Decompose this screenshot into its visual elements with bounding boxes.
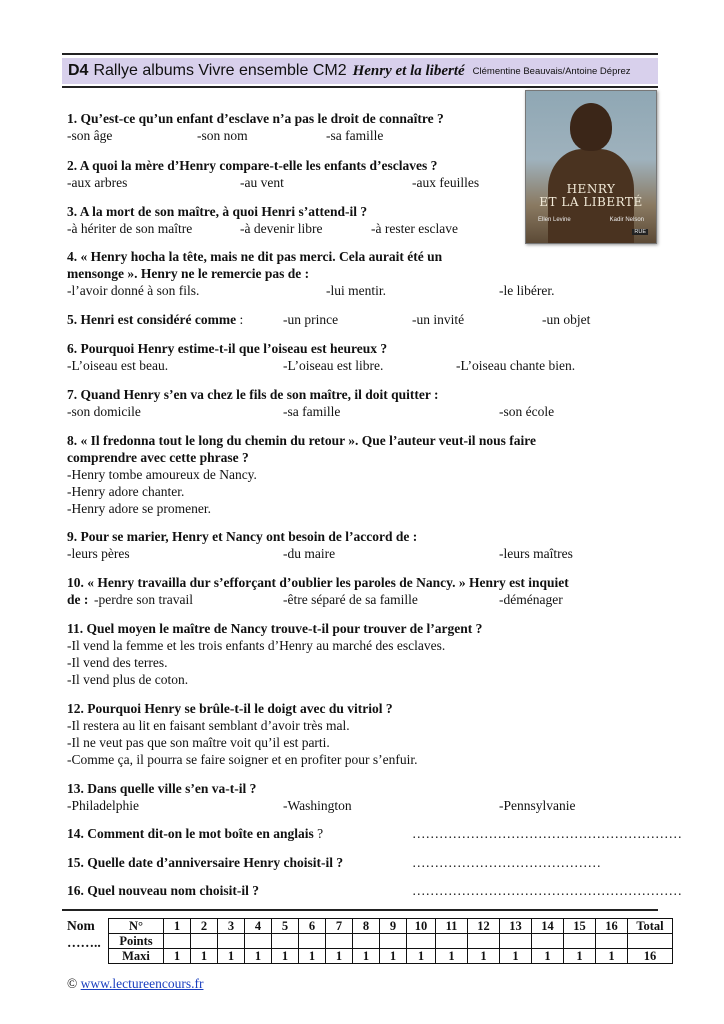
question-13: [67, 780, 657, 814]
question-number: 6.: [67, 341, 78, 356]
option: -à devenir libre: [240, 221, 323, 236]
name-block: [67, 917, 101, 951]
question-number: 8.: [67, 433, 78, 448]
option: -Henry adore chanter.: [67, 484, 185, 499]
cover-publisher: RUE: [634, 229, 646, 235]
option: -Philadelphie: [67, 798, 139, 813]
col-header: 15: [564, 919, 596, 934]
col-header: 10: [407, 919, 436, 934]
question-number: 3.: [67, 204, 78, 219]
question-number: 11.: [67, 621, 84, 636]
option: -Washington: [283, 798, 352, 813]
option: -leurs maîtres: [499, 546, 573, 561]
points-cell[interactable]: [218, 934, 245, 949]
name-label: Nom: [67, 918, 95, 933]
option: -Il vend des terres.: [67, 655, 168, 670]
question-4: [67, 248, 657, 299]
points-cell[interactable]: [436, 934, 468, 949]
question-suffix: :: [236, 312, 244, 327]
col-header: 13: [500, 919, 532, 934]
col-header: 6: [299, 919, 326, 934]
option: -être séparé de sa famille: [283, 592, 418, 607]
question-6: [67, 340, 657, 374]
maxi-cell: 1: [407, 949, 436, 964]
maxi-cell: 1: [218, 949, 245, 964]
cover-illustrator: Kadir Nelson: [609, 217, 644, 223]
option: -à rester esclave: [371, 221, 458, 236]
question-3: [67, 203, 517, 237]
option: -Henry tombe amoureux de Nancy.: [67, 467, 257, 482]
option: -Comme ça, il pourra se faire soigner et en profiter pour s’enfuir.: [67, 752, 418, 767]
total-header: Total: [628, 919, 673, 934]
option: -son école: [499, 404, 555, 419]
question-suffix: ?: [313, 826, 324, 841]
points-cell[interactable]: [326, 934, 353, 949]
question-text: Dans quelle ville s’en va-t-il ?: [87, 781, 257, 796]
question-text: Pour se marier, Henry et Nancy ont besoin de l’accord de :: [80, 529, 418, 544]
maxi-row: [109, 949, 673, 964]
col-header: 8: [353, 919, 380, 934]
question-number: 7.: [67, 387, 78, 402]
question-9: [67, 528, 657, 562]
points-cell[interactable]: [353, 934, 380, 949]
points-cell[interactable]: [468, 934, 500, 949]
score-table: [108, 918, 673, 964]
option: -du maire: [283, 546, 336, 561]
question-text: « Il fredonna tout le long du chemin du retour ». Que l’auteur veut-il nous faire: [80, 433, 537, 448]
header-rule: [62, 86, 658, 88]
points-cell[interactable]: [380, 934, 407, 949]
sheet-code: D4: [68, 62, 89, 79]
maxi-cell: 1: [299, 949, 326, 964]
option: -Pennsylvanie: [499, 798, 576, 813]
maxi-cell: 1: [436, 949, 468, 964]
question-text: « Henry travailla dur s’efforçant d’oublier les paroles de Nancy. » Henry est inquiet: [87, 575, 569, 590]
question-number: 15.: [67, 855, 84, 870]
question-text: Pourquoi Henry estime-t-il que l’oiseau est heureux ?: [77, 341, 388, 356]
question-number: 13.: [67, 781, 84, 796]
question-text: A la mort de son maître, à quoi Henri s’attend-il ?: [79, 204, 368, 219]
option: -au vent: [240, 175, 284, 190]
option: -aux feuilles: [412, 175, 480, 190]
top-rule: [62, 53, 658, 55]
option: -un invité: [412, 312, 465, 327]
series-title: Rallye albums Vivre ensemble CM2: [93, 62, 347, 79]
question-7: [67, 386, 657, 420]
option: -le libérer.: [499, 283, 555, 298]
website-link[interactable]: www.lectureencours.fr: [80, 976, 204, 991]
question-10: [67, 574, 657, 608]
book-title: Henry et la liberté: [352, 62, 465, 79]
maxi-cell: 1: [272, 949, 299, 964]
points-cell[interactable]: [596, 934, 628, 949]
option: -Il vend plus de coton.: [67, 672, 189, 687]
points-cell[interactable]: [299, 934, 326, 949]
question-1: [67, 110, 517, 144]
points-cell[interactable]: [245, 934, 272, 949]
answer-blank[interactable]: ……………………………………………………: [412, 826, 682, 841]
maxi-cell: 1: [596, 949, 628, 964]
answer-blank[interactable]: ……………………………………………………: [412, 883, 682, 898]
points-cell[interactable]: [564, 934, 596, 949]
question-15: [67, 854, 657, 871]
question-number: 9.: [67, 529, 78, 544]
points-cell[interactable]: [164, 934, 191, 949]
option: -leurs pères: [67, 546, 130, 561]
question-5: [67, 311, 657, 328]
question-16: [67, 882, 682, 899]
question-number: 14.: [67, 826, 84, 841]
question-8: [67, 432, 657, 517]
option: -Il vend la femme et les trois enfants d’Henry au marché des esclaves.: [67, 638, 446, 653]
header-label: N°: [109, 919, 164, 934]
option: -son nom: [197, 128, 248, 143]
maxi-cell: 1: [564, 949, 596, 964]
option: -Il restera au lit en faisant semblant d’avoir très mal.: [67, 718, 350, 733]
score-header-row: [109, 919, 673, 934]
points-cell[interactable]: [272, 934, 299, 949]
maxi-cell: 1: [191, 949, 218, 964]
col-header: 16: [596, 919, 628, 934]
points-cell[interactable]: [500, 934, 532, 949]
question-number: 2.: [67, 158, 78, 173]
question-text: A quoi la mère d’Henry compare-t-elle les enfants d’esclaves ?: [79, 158, 438, 173]
option: -à hériter de son maître: [67, 221, 193, 236]
question-text-continued: mensonge ». Henry ne le remercie pas de :: [67, 266, 310, 281]
maxi-cell: 1: [164, 949, 191, 964]
question-text: Qu’est-ce qu’un enfant d’esclave n’a pas le droit de connaître ?: [80, 111, 444, 126]
question-text: Henri est considéré comme: [80, 312, 237, 327]
col-header: 2: [191, 919, 218, 934]
maxi-cell: 1: [500, 949, 532, 964]
points-total-cell[interactable]: [628, 934, 673, 949]
question-number: 4.: [67, 249, 78, 264]
maxi-cell: 1: [326, 949, 353, 964]
question-text: Quel nouveau nom choisit-il ?: [87, 883, 260, 898]
book-authors: Clémentine Beauvais/Antoine Déprez: [472, 65, 631, 77]
cover-title-line2: ET LA LIBERTÉ: [539, 195, 643, 209]
table-rule: [62, 909, 658, 911]
points-cell[interactable]: [191, 934, 218, 949]
option: -son âge: [67, 128, 113, 143]
col-header: 7: [326, 919, 353, 934]
question-text: Comment dit-on le mot boîte en anglais: [87, 826, 314, 841]
option: -un objet: [542, 312, 591, 327]
option: -un prince: [283, 312, 339, 327]
option: -L’oiseau chante bien.: [456, 358, 576, 373]
cover-author: Ellen Levine: [538, 217, 571, 223]
question-14: [67, 825, 682, 842]
maxi-cell: 1: [468, 949, 500, 964]
question-text: Quand Henry s’en va chez le fils de son maître, il doit quitter :: [80, 387, 439, 402]
col-header: 12: [468, 919, 500, 934]
question-text: Quel moyen le maître de Nancy trouve-t-il pour trouver de l’argent ?: [86, 621, 483, 636]
maxi-total-cell: 16: [628, 949, 673, 964]
question-number: 16.: [67, 883, 84, 898]
col-header: 1: [164, 919, 191, 934]
question-text: « Henry hocha la tête, mais ne dit pas merci. Cela aurait été un: [80, 249, 443, 264]
question-12: [67, 700, 657, 768]
option: -son domicile: [67, 404, 141, 419]
footer: [67, 976, 203, 992]
col-header: 9: [380, 919, 407, 934]
option: -l’avoir donné à son fils.: [67, 283, 200, 298]
cover-title: [526, 183, 656, 209]
page-header: [62, 58, 658, 84]
maxi-label: Maxi: [109, 949, 164, 964]
question-number: 5.: [67, 312, 78, 327]
copyright-symbol: ©: [67, 976, 78, 991]
col-header: 5: [272, 919, 299, 934]
points-label: Points: [109, 934, 164, 949]
cover-title-line1: HENRY: [566, 182, 616, 196]
cover-figure-head: [570, 103, 612, 151]
question-2: [67, 157, 517, 191]
maxi-cell: 1: [532, 949, 564, 964]
col-header: 14: [532, 919, 564, 934]
question-text: Pourquoi Henry se brûle-t-il le doigt avec du vitriol ?: [87, 701, 393, 716]
option: -L’oiseau est libre.: [283, 358, 384, 373]
maxi-cell: 1: [353, 949, 380, 964]
col-header: 3: [218, 919, 245, 934]
option: -Il ne veut pas que son maître voit qu’il est parti.: [67, 735, 330, 750]
question-number: 1.: [67, 111, 78, 126]
col-header: 4: [245, 919, 272, 934]
points-cell[interactable]: [407, 934, 436, 949]
option: -Henry adore se promener.: [67, 501, 211, 516]
book-cover-image: [525, 90, 657, 244]
option: -déménager: [499, 592, 563, 607]
option: -perdre son travail: [94, 592, 193, 607]
maxi-cell: 1: [245, 949, 272, 964]
option: -lui mentir.: [326, 283, 386, 298]
points-row: [109, 934, 673, 949]
question-11: [67, 620, 657, 688]
col-header: 11: [436, 919, 468, 934]
answer-blank[interactable]: ……………………………………: [412, 855, 601, 870]
option: -L’oiseau est beau.: [67, 358, 169, 373]
option: -aux arbres: [67, 175, 128, 190]
question-text: Quelle date d’anniversaire Henry choisit-il ?: [87, 855, 344, 870]
question-number: 10.: [67, 575, 84, 590]
question-text-continued: de :: [67, 592, 89, 607]
maxi-cell: 1: [380, 949, 407, 964]
option: -sa famille: [326, 128, 384, 143]
question-number: 12.: [67, 701, 84, 716]
points-cell[interactable]: [532, 934, 564, 949]
option: -sa famille: [283, 404, 341, 419]
name-field[interactable]: ……..: [67, 935, 101, 950]
question-text-continued: comprendre avec cette phrase ?: [67, 450, 249, 465]
